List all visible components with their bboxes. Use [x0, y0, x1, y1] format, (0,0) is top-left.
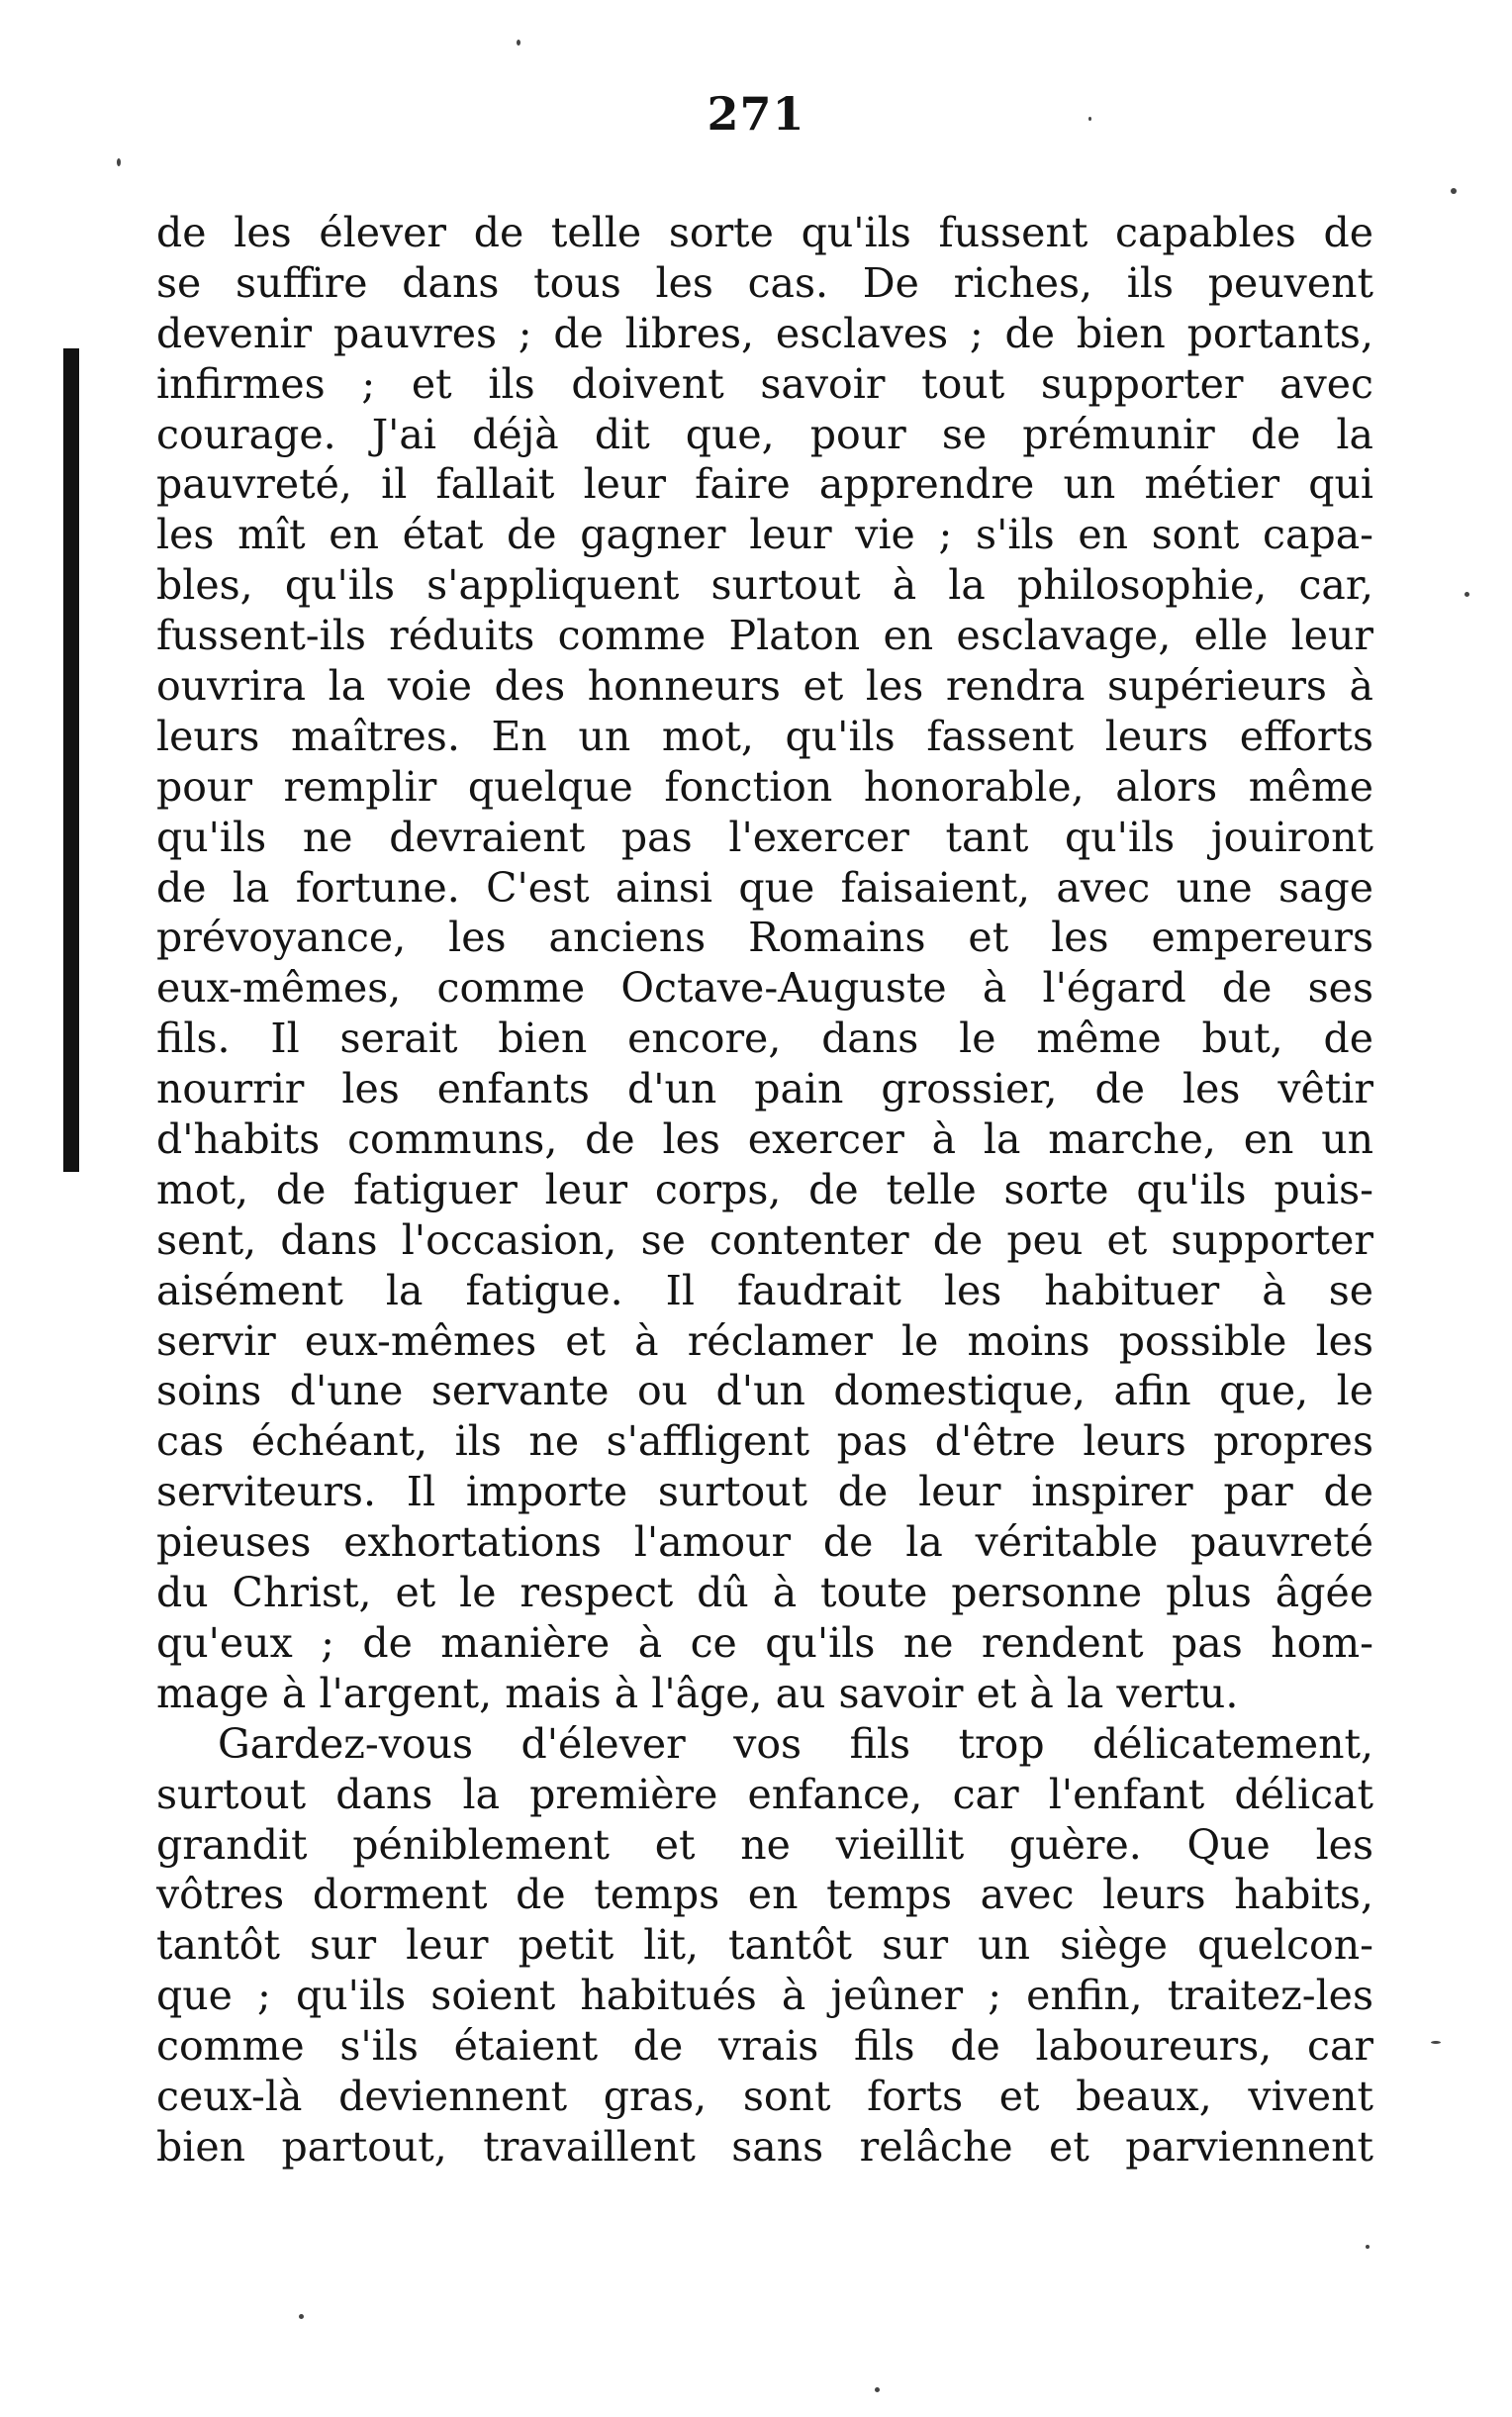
- text-line: ceux-là deviennent gras, sont forts et beaux, vivent: [156, 2072, 1373, 2120]
- text-line: eux-mêmes, comme Octave-Auguste à l'égard de ses: [156, 964, 1373, 1013]
- page-number: 271: [707, 87, 805, 141]
- text-line: pauvreté, il fallait leur faire apprendre un métier qui: [156, 460, 1373, 509]
- text-line: grandit péniblement et ne vieillit guère. Que les: [156, 1820, 1373, 1869]
- text-line: de les élever de telle sorte qu'ils fussent capables de: [156, 209, 1373, 256]
- margin-marker-bar: [63, 348, 79, 1172]
- body-text: [156, 208, 1373, 2173]
- scan-speck: [517, 40, 520, 46]
- text-line: nourrir les enfants d'un pain grossier, de les vêtir: [156, 1065, 1373, 1113]
- scan-speck: [1465, 592, 1469, 597]
- text-line: surtout dans la première enfance, car l'enfant délicat: [156, 1770, 1373, 1818]
- text-line: mage à l'argent, mais à l'âge, au savoir et à la vertu.: [156, 1669, 1239, 1717]
- text-line: vôtres dorment de temps en temps avec leurs habits,: [156, 1871, 1373, 1919]
- text-line: comme s'ils étaient de vrais fils de laboureurs, car: [156, 2022, 1373, 2071]
- text-line: aisément la fatigue. Il faudrait les habituer à se: [156, 1266, 1373, 1314]
- text-line: bles, qu'ils s'appliquent surtout à la philosophie, car,: [156, 561, 1373, 610]
- text-line: courage. J'ai déjà dit que, pour se prémunir de la: [156, 410, 1373, 458]
- scan-speck: [1451, 188, 1457, 194]
- text-line: cas échéant, ils ne s'affligent pas d'être leurs propres: [156, 1417, 1373, 1466]
- text-line: qu'ils ne devraient pas l'exercer tant qu'ils jouiront: [156, 813, 1373, 861]
- text-line: infirmes ; et ils doivent savoir tout supporter avec: [156, 359, 1373, 408]
- text-line: qu'eux ; de manière à ce qu'ils ne rendent pas hom-: [156, 1618, 1373, 1667]
- text-line: pieuses exhortations l'amour de la véritable pauvreté: [156, 1518, 1373, 1567]
- scan-speck: [117, 158, 121, 166]
- scan-speck: [1431, 2041, 1441, 2044]
- text-line: sent, dans l'occasion, se contenter de peu et supporter: [156, 1215, 1373, 1264]
- text-line: bien partout, travaillent sans relâche et parviennent: [156, 2122, 1373, 2171]
- text-line: se suffire dans tous les cas. De riches, ils peuvent: [156, 258, 1373, 307]
- text-line: de la fortune. C'est ainsi que faisaient, avec une sage: [156, 863, 1373, 912]
- text-line: leurs maîtres. En un mot, qu'ils fassent leurs efforts: [156, 712, 1373, 760]
- text-line: servir eux-mêmes et à réclamer le moins possible les: [156, 1316, 1373, 1365]
- text-line: Gardez-vous d'élever vos fils trop délicatement,: [218, 1719, 1373, 1768]
- text-line: mot, de fatiguer leur corps, de telle sorte qu'ils puis-: [156, 1165, 1373, 1213]
- text-line: devenir pauvres ; de libres, esclaves ; de bien portants,: [156, 309, 1373, 357]
- text-line: serviteurs. Il importe surtout de leur inspirer par de: [156, 1468, 1373, 1516]
- text-line: ouvrira la voie des honneurs et les rendra supérieurs à: [156, 662, 1373, 711]
- text-line: pour remplir quelque fonction honorable, alors même: [156, 762, 1373, 811]
- text-line: les mît en état de gagner leur vie ; s'ils en sont capa-: [156, 511, 1373, 559]
- scan-speck: [875, 2387, 880, 2392]
- scan-speck: [1088, 117, 1091, 121]
- text-line: tantôt sur leur petit lit, tantôt sur un siège quelcon-: [156, 1921, 1373, 1970]
- text-line: prévoyance, les anciens Romains et les empereurs: [156, 914, 1373, 962]
- text-line: que ; qu'ils soient habitués à jeûner ; enfin, traitez-les: [156, 1972, 1373, 2020]
- text-line: soins d'une servante ou d'un domestique, afin que, le: [156, 1367, 1373, 1415]
- scan-speck: [1366, 2245, 1370, 2249]
- text-line: du Christ, et le respect dû à toute personne plus âgée: [156, 1569, 1373, 1617]
- text-line: d'habits communs, de les exercer à la marche, en un: [156, 1115, 1373, 1164]
- text-line: fils. Il serait bien encore, dans le même but, de: [156, 1015, 1373, 1063]
- scan-speck: [299, 2314, 304, 2319]
- text-line: fussent-ils réduits comme Platon en esclavage, elle leur: [156, 612, 1373, 660]
